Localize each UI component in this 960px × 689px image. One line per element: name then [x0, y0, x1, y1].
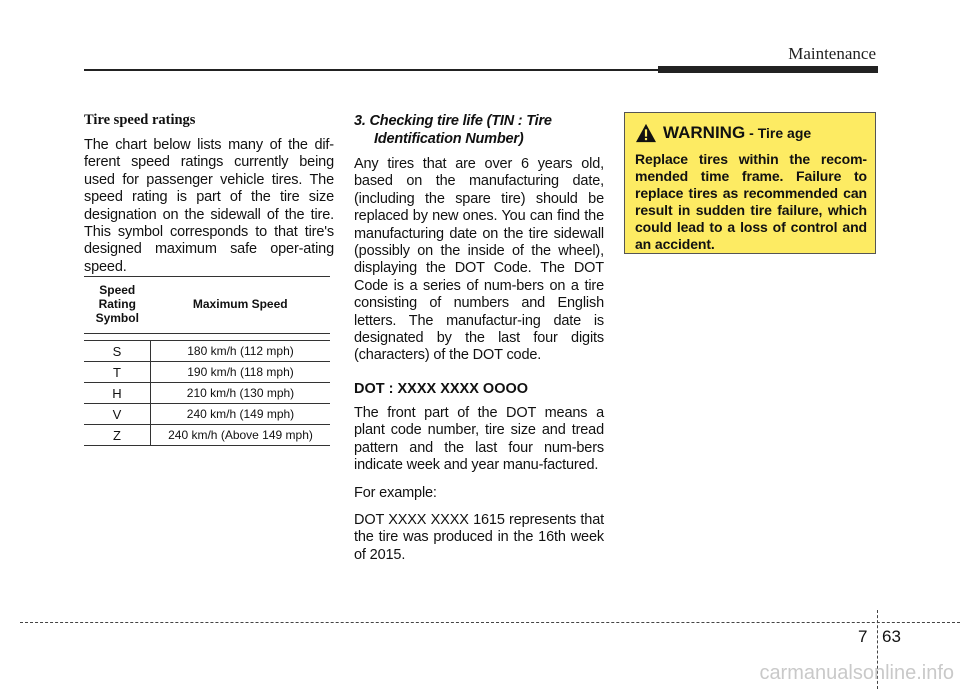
table-cell-symbol: V: [84, 404, 151, 425]
table-row: [84, 404, 330, 425]
table-cell-symbol: Z: [84, 425, 151, 446]
table-row: [84, 383, 330, 404]
warning-text: Replace tires within the recom-mended time frame. Failure to replace tires as recommended can result in sudden tire failure, which could lead to a loss of control and an accident.: [635, 151, 867, 252]
footer-rule: [20, 622, 960, 623]
dot-explanation-paragraph: The front part of the DOT means a plant code number, tire size and tread pattern and the last four num-bers indicate week and year manu-factured.: [354, 404, 604, 474]
table-header-symbol: Speed Rating Symbol: [84, 277, 151, 334]
section-heading-tire-life: 3. Checking tire life (TIN : Tire Identification Number): [354, 113, 552, 147]
warning-subtitle: - Tire age: [749, 125, 812, 141]
table-cell-speed: 190 km/h (118 mph): [151, 362, 331, 383]
column-1: [84, 112, 334, 286]
table-cell-symbol: T: [84, 362, 151, 383]
header-tab: [658, 66, 878, 73]
dot-code-format: DOT : XXXX XXXX OOOO: [354, 380, 529, 397]
table-row: [84, 425, 330, 446]
table-row: [84, 362, 330, 383]
speed-rating-table: [84, 276, 330, 446]
table-row: [84, 341, 330, 362]
watermark: carmanualsonline.info: [759, 662, 954, 684]
column-2: [354, 112, 604, 574]
table-cell-symbol: S: [84, 341, 151, 362]
section-heading-speed-ratings: Tire speed ratings: [84, 112, 196, 128]
tire-life-paragraph: Any tires that are over 6 years old, based on the manufacturing date, (including the spare tire) should be replaced by new ones. You can find the manufacturing date on the tire sidewall (possibly on the inside of the wheel), displaying the DOT Code. The DOT Code is a series of num-bers on a tire consisting of numbers and English letters. The manufactur-ing date is designated by the last four digits (characters) of the DOT code.: [354, 156, 604, 364]
table-cell-speed: 180 km/h (112 mph): [151, 341, 331, 362]
example-label: For example:: [354, 484, 437, 501]
page-header-title: Maintenance: [788, 44, 876, 63]
warning-title-row: [635, 123, 867, 143]
page-number: 63: [882, 627, 901, 646]
warning-triangle-icon: [635, 123, 657, 143]
table-header-max-speed: Maximum Speed: [151, 277, 331, 334]
warning-box: [624, 112, 876, 254]
table-cell-speed: 210 km/h (130 mph): [151, 383, 331, 404]
speed-ratings-paragraph: The chart below lists many of the dif-ferent speed ratings currently being used for passenger vehicle tires. The speed rating is part of the tire size designation on the sidewall of the tire. This symbol corresponds to that tire's designed maximum safe oper-ating speed.: [84, 137, 334, 275]
example-paragraph: DOT XXXX XXXX 1615 represents that the tire was produced in the 16th week of 2015.: [354, 511, 604, 563]
chapter-number: 7: [858, 627, 868, 646]
table-cell-speed: 240 km/h (Above 149 mph): [151, 425, 331, 446]
table-cell-speed: 240 km/h (149 mph): [151, 404, 331, 425]
table-cell-symbol: H: [84, 383, 151, 404]
warning-title: WARNING: [663, 123, 746, 142]
